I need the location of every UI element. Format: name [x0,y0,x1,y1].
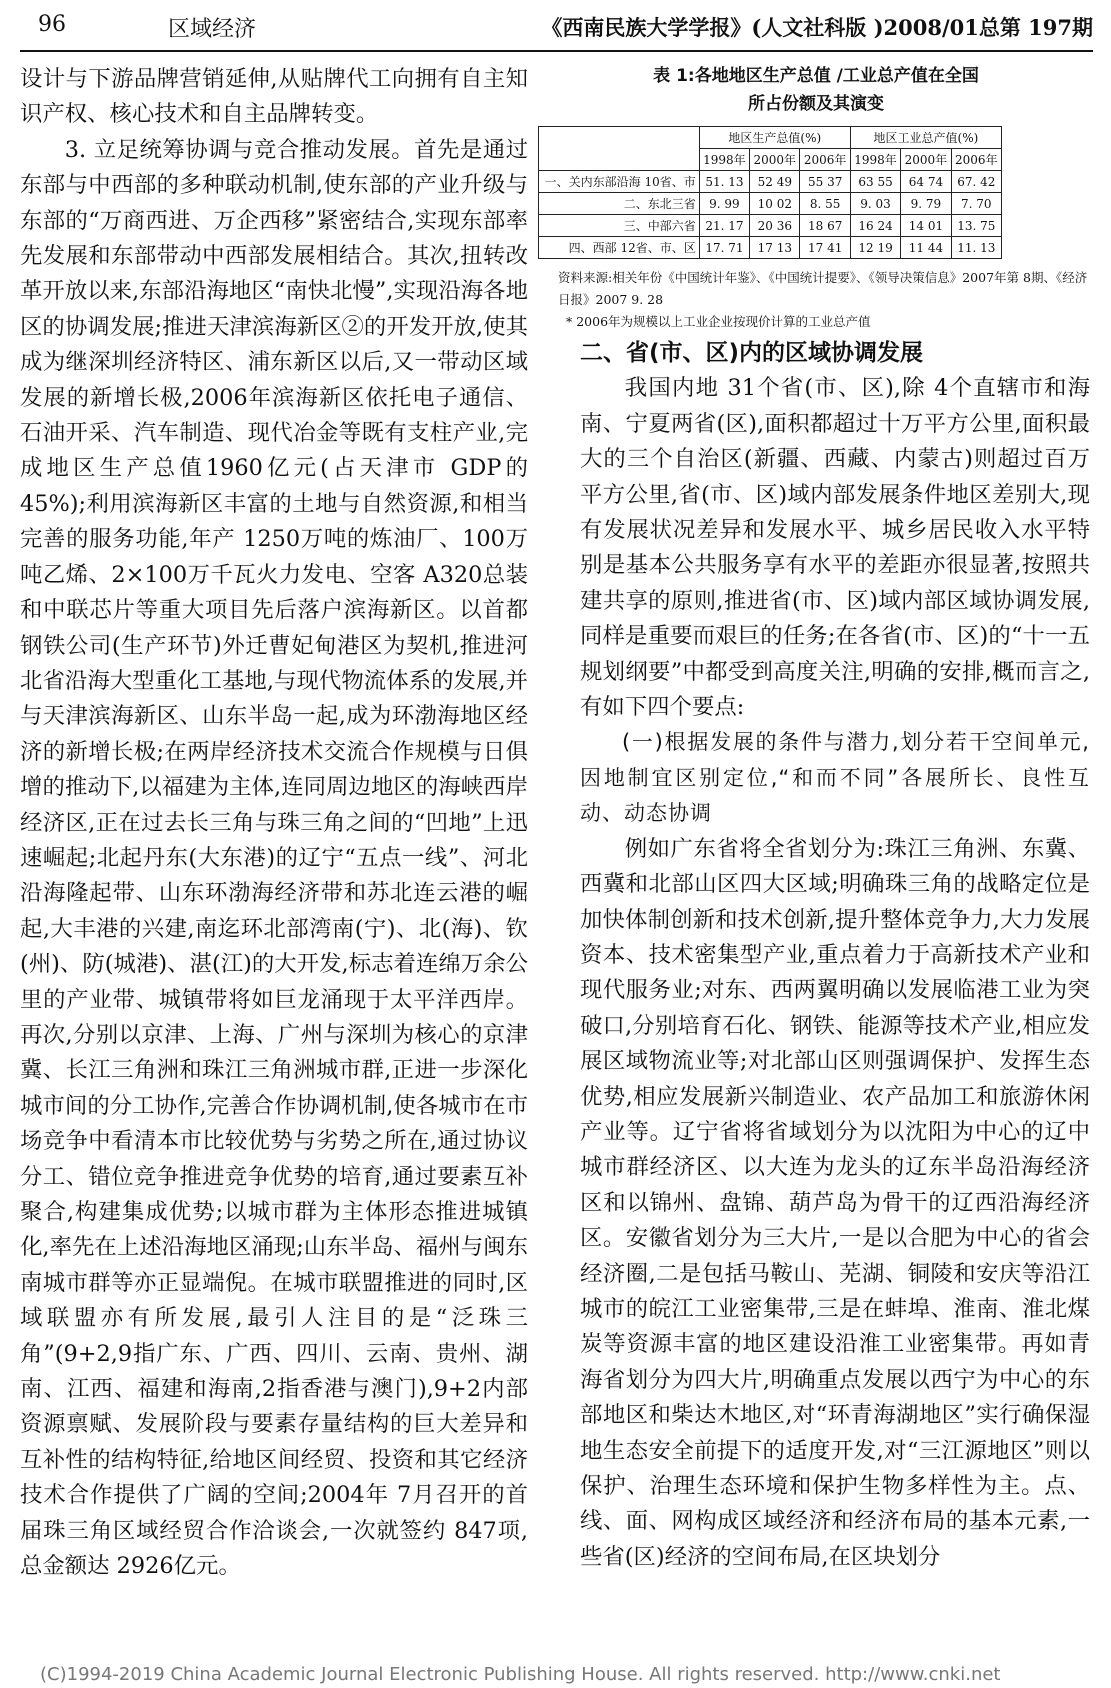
header-rule [20,50,1093,52]
right-column [580,336,1090,1575]
table-row [539,193,1002,215]
row-label: 二、东北三省 [539,193,700,215]
table-block [538,62,1094,333]
table-caption-line-2: 所占份额及其演变 [748,94,884,114]
row-label: 四、西部 12省、市、区 [539,237,700,259]
table-cell: 14 01 [901,215,951,237]
table-cell: 11 44 [901,237,951,259]
table-cell: 20 36 [750,215,800,237]
right-paragraph-2: 例如广东省将全省划分为:珠江三角洲、东冀、西冀和北部山区四大区域;明确珠三角的战略定位是加快体制创新和技术创新,提升整体竞争力,大力发展资本、技术密集型产业,重点着力于高新技术产业和现代服务业;对东、西两翼明确以发展临港工业为突破口,分别培育石化、钢铁、能源等技术产业,相应发展区域物流业等;对北部山区则强调保护、发挥生态优势,相应发展新兴制造业、农产品加工和旅游休闲产业等。辽宁省将省域划分为以沈阳为中心的辽中城市群经济区、以大连为龙头的辽东半岛沿海经济区和以锦州、盘锦、葫芦岛为骨干的辽西沿海经济区。安徽省划分为三大片,一是以合肥为中心的省会经济圈,二是包括马鞍山、芜湖、铜陵和安庆等沿江城市的皖江工业密集带,三是在蚌埠、淮南、淮北煤炭等资源丰富的地区建设沿淮工业密集带。再如青海省划分为四大片,明确重点发展以西宁为中心的东部地区和柴达木地区,对“环青海湖地区”实行确保湿地生态安全前提下的适度开发,对“三江源地区”则以保护、治理生态环境和保护生物多样性为主。点、线、面、网构成区域经济和经济布局的基本元素,一些省(区)经济的空间布局,在区块划分 [580,835,1090,1570]
table-cell: 67. 42 [951,171,1001,193]
table-cell: 7. 70 [951,193,1001,215]
left-column [20,62,528,1584]
table-cell: 12 19 [850,237,900,259]
table-cell: 16 24 [850,215,900,237]
copyright-footer: (C)1994-2019 China Academic Journal Electronic Publishing House. All rights reserved. http://www.cnki.net [40,1664,1001,1685]
table-corner-cell [539,127,700,171]
table-cell: 52 49 [750,171,800,193]
year-cell: 2000年 [750,149,800,171]
share-table [538,126,1002,259]
year-cell: 1998年 [850,149,900,171]
year-cell: 2006年 [800,149,850,171]
table-cell: 9. 99 [699,193,749,215]
table-cell: 17 41 [800,237,850,259]
left-paragraph-2: 3. 立足统筹协调与竞合推动发展。首先是通过东部与中西部的多种联动机制,使东部的产业升级与东部的“万商西进、万企西移”紧密结合,实现东部率先发展和东部带动中西部发展相结合。其次,扭转改革开放以来,东部沿海地区“南快北慢”,实现沿海各地区的协调发展;推进天津滨海新区②的开发开放,使其成为继深圳经济特区、浦东新区以后,又一带动区域发展的新增长极,2006年滨海新区依托电子通信、石油开采、汽车制造、现代冶金等既有支柱产业,完成地区生产总值1960亿元(占天津市 GDP的 45%);利用滨海新区丰富的土地与自然资源,和相当完善的服务功能,年产 1250万吨的炼油厂、100万吨乙烯、2×100万千瓦火力发电、空客 A320总装和中联芯片等重大项目先后落户滨海新区。以首都钢铁公司(生产环节)外迁曹妃甸港区为契机,推进河北省沿海大型重化工基地,与现代物流体系的发展,并与天津滨海新区、山东半岛一起,成为环渤海地区经济的新增长极;在两岸经济技术交流合作规模与日俱增的推动下,以福建为主体,连同周边地区的海峡西岸经济区,正在过去长三角与珠三角之间的“凹地”上迅速崛起;北起丹东(大东港)的辽宁“五点一线”、河北沿海隆起带、山东环渤海经济带和苏北连云港的崛起,大丰港的兴建,南迄环北部湾南(宁)、北(海)、钦(州)、防(城港)、湛(江)的大开发,标志着连绵万余公里的产业带、城镇带将如巨龙涌现于太平洋西岸。再次,分别以京津、上海、广州与深圳为核心的京津冀、长江三角洲和珠江三角洲城市群,正进一步深化城市间的分工协作,完善合作协调机制,使各城市在市场竞争中看清本市比较优势与劣势之所在,通过协议分工、错位竞争推进竞争优势的培育,通过要素互补聚合,构建集成优势;以城市群为主体形态推进城镇化,率先在上述沿海地区涌现;山东半岛、福州与闽东南城市群等亦正显端倪。在城市联盟推进的同时,区域联盟亦有所发展,最引人注目的是“泛珠三角”(9+2,9指广东、广西、四川、云南、贵州、湖南、江西、福建和海南,2指香港与澳门),9+2内部资源禀赋、发展阶段与要素存量结构的巨大差异和互补性的结构特征,给地区间经贸、投资和其它经济技术合作提供了广阔的空间;2004年 7月召开的首届珠三角区域经贸合作洽谈会,一次就签约 847项,总金额达 2926亿元。 [20,136,528,1580]
table-group-header: 地区工业总产值(%) [850,127,1001,149]
table-cell: 21. 17 [699,215,749,237]
section-heading: 二、省(市、区)内的区域协调发展 [580,340,924,366]
year-cell: 2000年 [901,149,951,171]
subsection-heading: (一)根据发展的条件与潜力,划分若干空间单元,因地制宜区别定位,“和而不同”各展所长、良性互动、动态协调 [580,730,1090,826]
left-paragraph-1: 设计与下游品牌营销延伸,从贴牌代工向拥有自主知识产权、核心技术和自主品牌转变。 [20,66,528,128]
table-cell: 9. 79 [901,193,951,215]
row-label: 三、中部六省 [539,215,700,237]
table-cell: 64 74 [901,171,951,193]
table-footnote: * 2006年为规模以上工业企业按现价计算的工业总产值 [566,314,871,329]
table-cell: 55 37 [800,171,850,193]
table-cell: 11. 13 [951,237,1001,259]
table-cell: 9. 03 [850,193,900,215]
right-paragraph-1: 我国内地 31个省(市、区),除 4个直辖市和海南、宁夏两省(区),面积都超过十万平方公里,面积最大的三个自治区(新疆、西藏、内蒙古)则超过百万平方公里,省(市、区)域内部发展条件地区差别大,现有发展状况差异和发展水平、城乡居民收入水平特别是基本公共服务享有水平的差距亦很显著,按照共建共享的原则,推进省(市、区)域内部区域协调发展,同样是重要而艰巨的任务;在各省(市、区)的“十一五规划纲要”中都受到高度关注,明确的安排,概而言之,有如下四个要点: [580,375,1090,721]
page-number: 96 [38,12,66,37]
table-cell: 18 67 [800,215,850,237]
table-cell: 17 13 [750,237,800,259]
table-caption-line-1: 表 1:各地地区生产总值 /工业总产值在全国 [653,66,979,86]
table-cell: 10 02 [750,193,800,215]
table-cell: 17. 71 [699,237,749,259]
table-header-row [539,127,1002,149]
year-cell: 1998年 [699,149,749,171]
table-cell: 13. 75 [951,215,1001,237]
table-row [539,171,1002,193]
row-label: 一、关内东部沿海 10省、市 [539,171,700,193]
table-cell: 51. 13 [699,171,749,193]
table-group-header: 地区生产总值(%) [699,127,850,149]
table-row [539,215,1002,237]
section-title: 区域经济 [168,17,257,42]
table-cell: 63 55 [850,171,900,193]
page-header [0,0,1111,48]
journal-title: 《西南民族大学学报》(人文社科版 )2008/01总第 197期 [541,15,1093,40]
table-source-note: 资料来源:相关年份《中国统计年鉴》、《中国统计提要》、《领导决策信息》2007年第 8期、《经济日报》2007 9. 28 [558,270,1088,307]
table-cell: 8. 55 [800,193,850,215]
table-row [539,237,1002,259]
year-cell: 2006年 [951,149,1001,171]
